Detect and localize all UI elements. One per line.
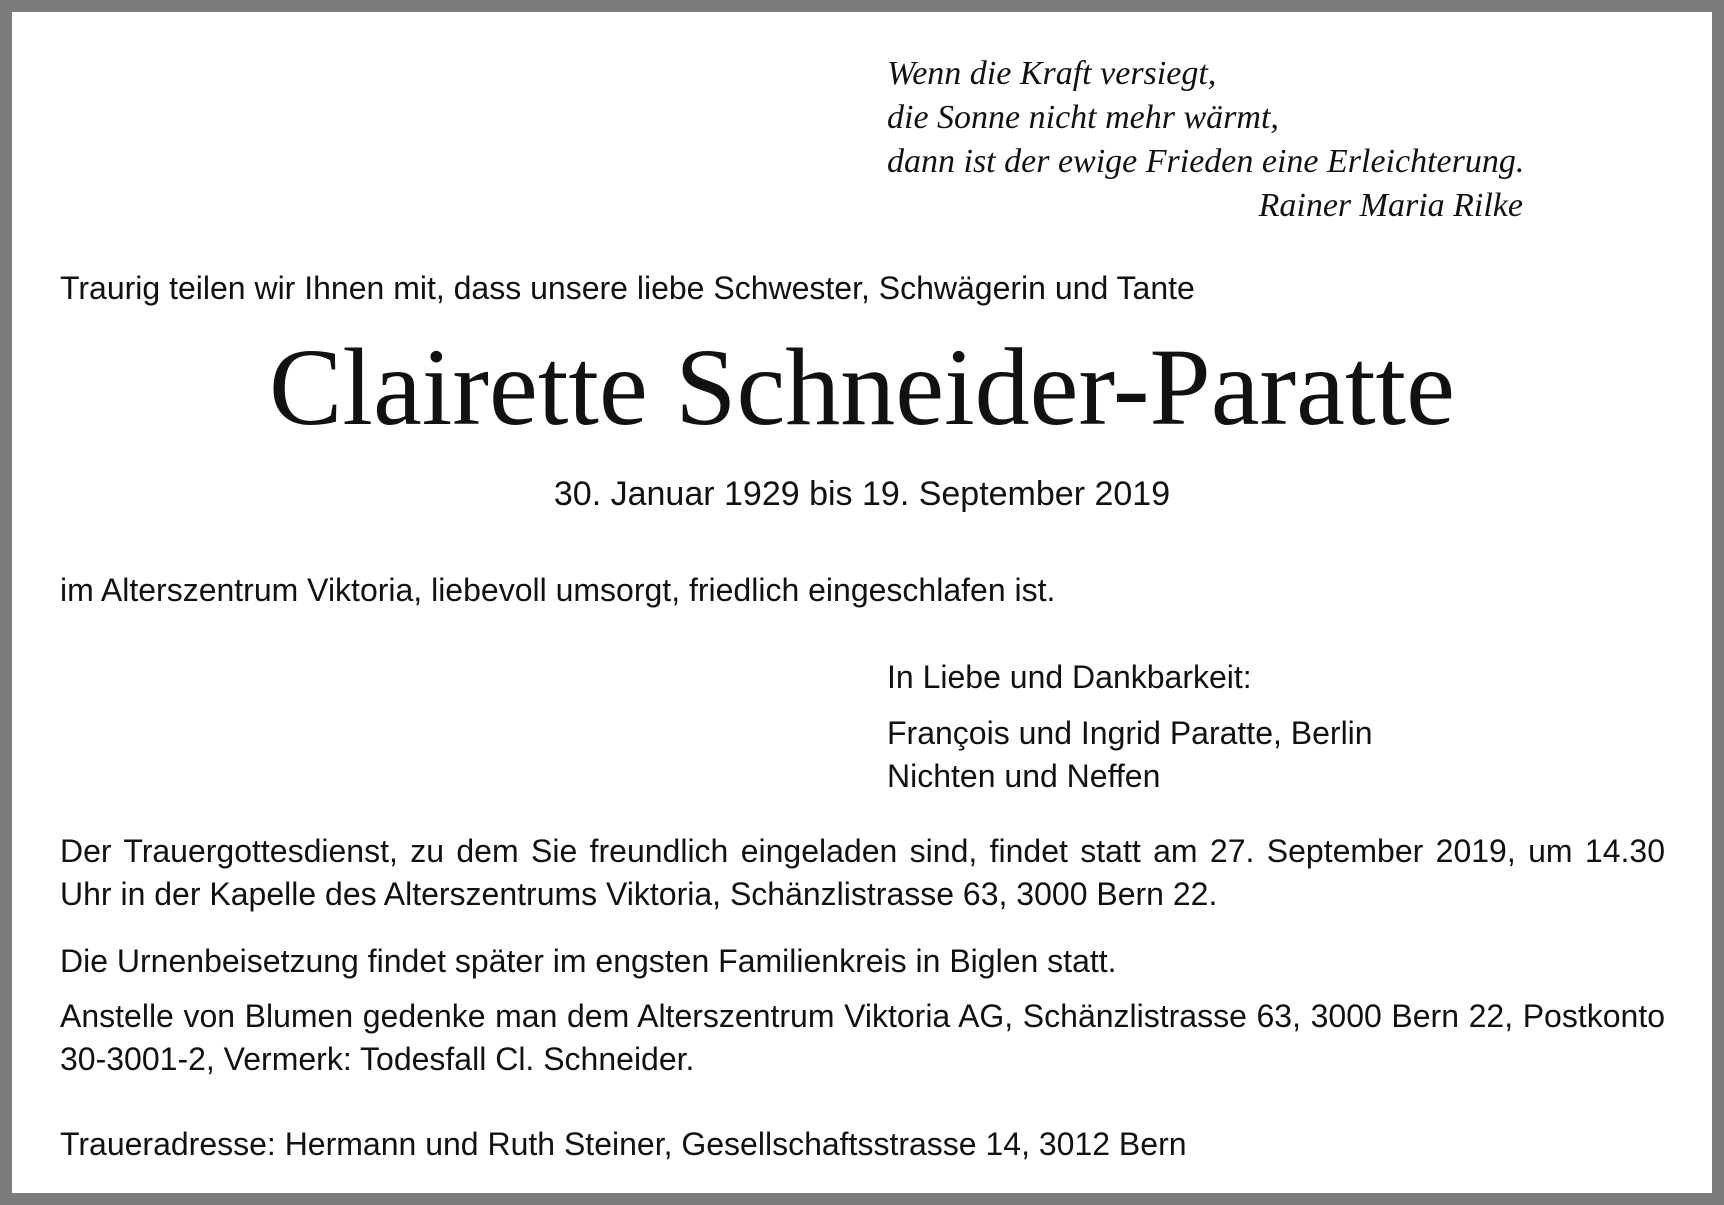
deceased-name: Clairette Schneider-Paratte xyxy=(269,326,1455,448)
mourner-name: Nichten und Neffen xyxy=(887,758,1161,794)
obituary-notice xyxy=(12,12,1712,1193)
burial-info: Die Urnenbeisetzung findet später im engsten Familienkreis in Biglen statt. xyxy=(60,943,1117,979)
donation-info: Anstelle von Blumen gedenke man dem Alterszentrum Viktoria AG, Schänzlistrasse 63, 3000 Bern 22, Postkonto 30-3001-2, Vermerk: Todesfall Cl. Schneider. xyxy=(60,998,1665,1077)
intro-text: Traurig teilen wir Ihnen mit, dass unsere liebe Schwester, Schwägerin und Tante xyxy=(60,270,1195,306)
poem-author: Rainer Maria Rilke xyxy=(1258,187,1523,224)
mourner-name: François und Ingrid Paratte, Berlin xyxy=(887,715,1373,751)
mourning-address: Traueradresse: Hermann und Ruth Steiner, Gesellschaftsstrasse 14, 3012 Bern xyxy=(60,1126,1187,1162)
life-dates: 30. Januar 1929 bis 19. September 2019 xyxy=(553,475,1171,513)
mourners-heading: In Liebe und Dankbarkeit: xyxy=(887,659,1252,695)
poem-line: Wenn die Kraft versiegt, xyxy=(887,55,1217,92)
poem-line: dann ist der ewige Frieden eine Erleichterung. xyxy=(887,143,1525,180)
passing-text: im Alterszentrum Viktoria, liebevoll umsorgt, friedlich eingeschlafen ist. xyxy=(60,572,1056,608)
poem-line: die Sonne nicht mehr wärmt, xyxy=(887,99,1279,136)
poem-quote xyxy=(887,52,1524,228)
service-info: Der Trauergottesdienst, zu dem Sie freundlich eingeladen sind, findet statt am 27. September 2019, um 14.30 Uhr in der Kapelle des Alterszentrums Viktoria, Schänzlistrasse 63, 3000 Bern 22. xyxy=(60,833,1665,912)
